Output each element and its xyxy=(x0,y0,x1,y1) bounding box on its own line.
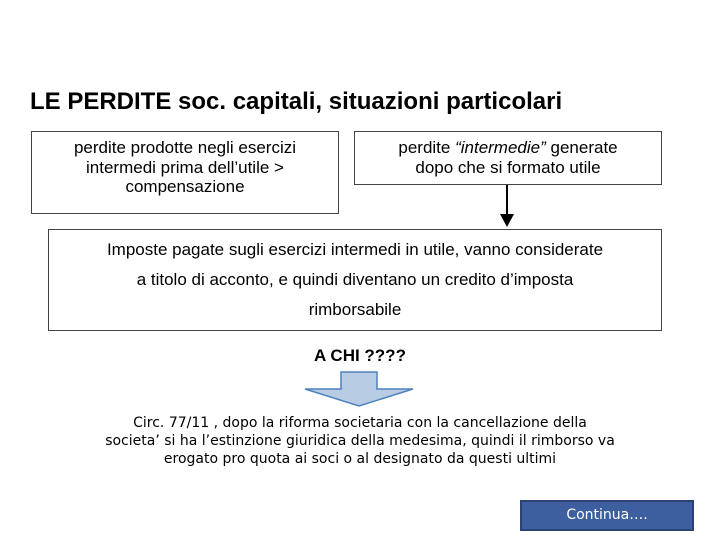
box-imposte-pagate xyxy=(48,229,662,331)
connector-arrow-head-icon xyxy=(500,214,514,227)
box-right-emphasis: “intermedie” xyxy=(455,138,546,157)
question-a-chi: A CHI ???? xyxy=(314,346,406,365)
circ-line-1: Circ. 77/11 , dopo la riforma societaria con la cancellazione della xyxy=(133,415,587,431)
circ-line-2: societa’ si ha l’estinzione giuridica della medesima, quindi il rimborso va xyxy=(105,433,615,449)
box-mid-line-3: rimborsabile xyxy=(308,300,402,319)
box-mid-line-2: a titolo di acconto, e quindi diventano un credito d’imposta xyxy=(136,270,574,289)
box-left-line-3: compensazione xyxy=(125,177,245,197)
box-perdite-intermedie xyxy=(354,131,662,185)
box-perdite-esercizi-intermedi xyxy=(31,131,339,214)
box-right-line-1 xyxy=(355,138,661,158)
down-block-arrow-icon xyxy=(303,371,415,407)
continue-button[interactable]: Continua…. xyxy=(520,500,694,531)
box-left-line-2: intermedi prima dell’utile > xyxy=(86,157,284,177)
slide-title: LE PERDITE soc. capitali, situazioni particolari xyxy=(30,88,563,115)
box-right-prefix: perdite xyxy=(398,138,456,157)
box-mid-line-1: Imposte pagate sugli esercizi intermedi in utile, vanno considerate xyxy=(106,240,604,259)
circolare-text xyxy=(70,414,650,468)
box-right-line-2: dopo che si formato utile xyxy=(415,157,601,177)
box-right-suffix: generate xyxy=(545,138,618,157)
connector-arrow-line xyxy=(506,185,508,217)
box-left-line-1: perdite prodotte negli esercizi xyxy=(73,138,297,157)
circ-line-3: erogato pro quota ai soci o al designato da questi ultimi xyxy=(163,451,557,467)
